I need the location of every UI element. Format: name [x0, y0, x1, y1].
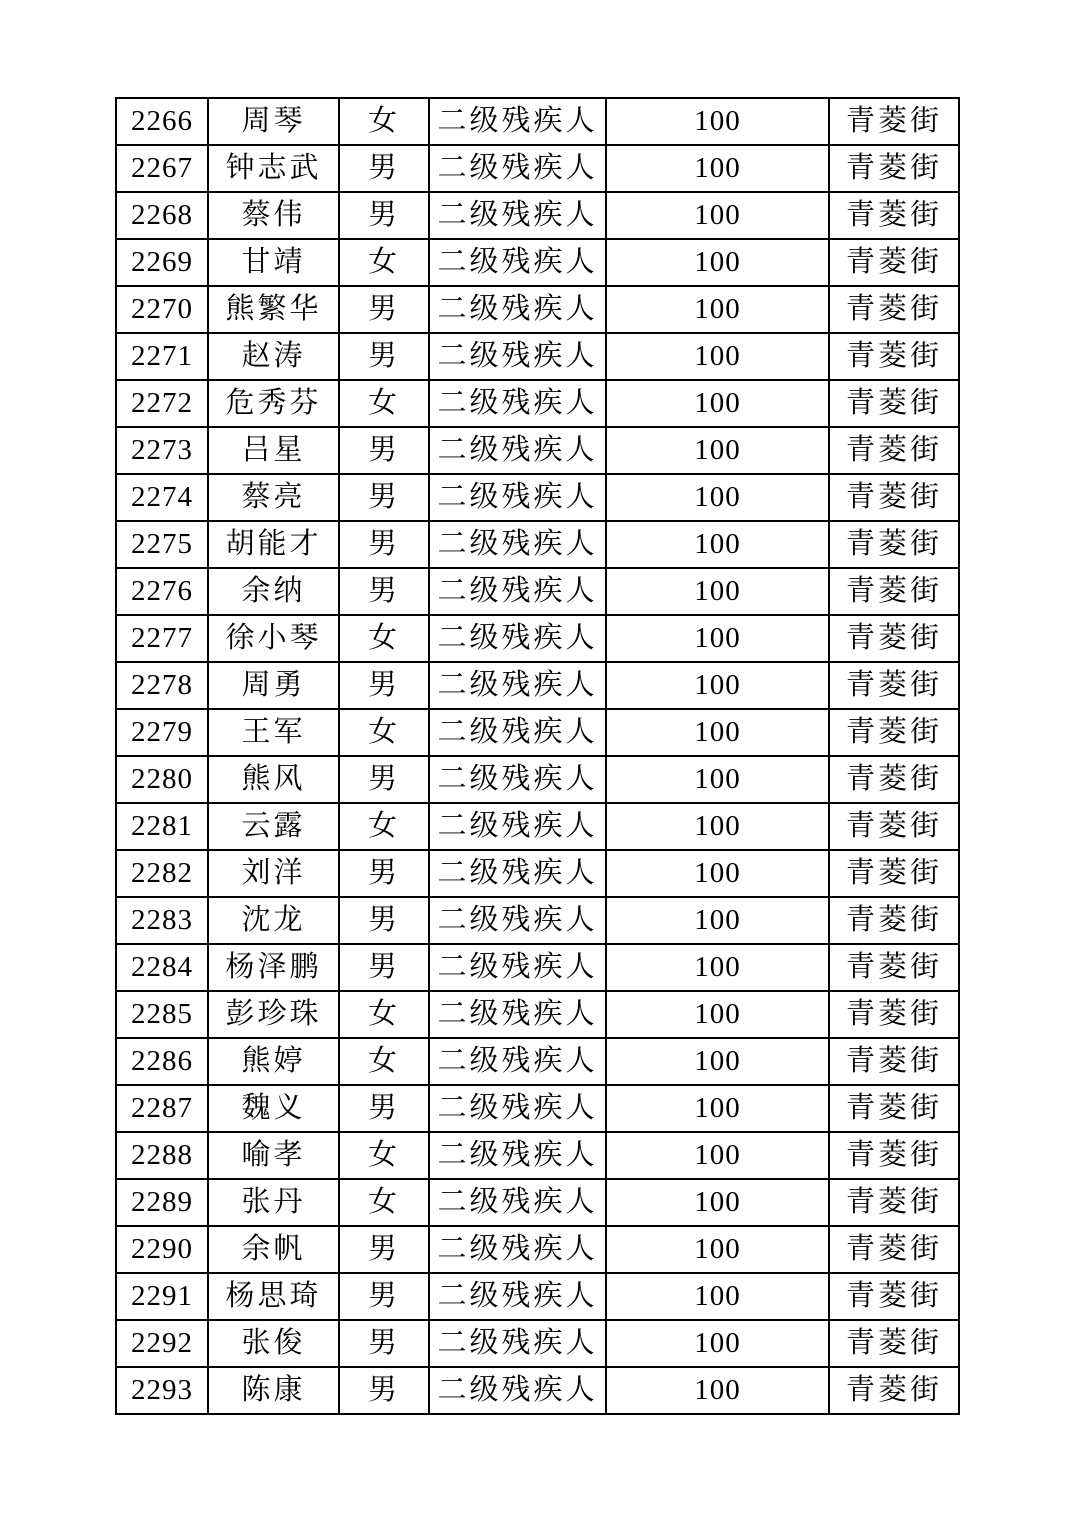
cell-serial-number: 2277 [116, 615, 208, 662]
cell-serial-number: 2282 [116, 850, 208, 897]
cell-name: 周勇 [208, 662, 339, 709]
cell-name: 沈龙 [208, 897, 339, 944]
cell-category: 二级残疾人 [429, 615, 606, 662]
cell-category: 二级残疾人 [429, 239, 606, 286]
cell-street: 青菱街 [829, 944, 959, 991]
cell-gender: 男 [339, 1226, 429, 1273]
cell-name: 蔡伟 [208, 192, 339, 239]
cell-street: 青菱街 [829, 1038, 959, 1085]
cell-name: 熊繁华 [208, 286, 339, 333]
cell-street: 青菱街 [829, 615, 959, 662]
cell-gender: 男 [339, 1367, 429, 1414]
cell-street: 青菱街 [829, 1179, 959, 1226]
cell-street: 青菱街 [829, 521, 959, 568]
cell-gender: 女 [339, 1038, 429, 1085]
cell-serial-number: 2273 [116, 427, 208, 474]
cell-street: 青菱街 [829, 897, 959, 944]
cell-amount: 100 [606, 1367, 829, 1414]
cell-gender: 女 [339, 1132, 429, 1179]
cell-street: 青菱街 [829, 803, 959, 850]
cell-street: 青菱街 [829, 427, 959, 474]
table-row [116, 1226, 959, 1273]
cell-name: 钟志武 [208, 145, 339, 192]
cell-category: 二级残疾人 [429, 1226, 606, 1273]
cell-serial-number: 2284 [116, 944, 208, 991]
cell-street: 青菱街 [829, 1273, 959, 1320]
table-row [116, 897, 959, 944]
table-row [116, 1179, 959, 1226]
cell-street: 青菱街 [829, 333, 959, 380]
cell-category: 二级残疾人 [429, 991, 606, 1038]
cell-street: 青菱街 [829, 1226, 959, 1273]
cell-serial-number: 2269 [116, 239, 208, 286]
cell-name: 甘靖 [208, 239, 339, 286]
cell-gender: 男 [339, 897, 429, 944]
cell-name: 胡能才 [208, 521, 339, 568]
cell-category: 二级残疾人 [429, 944, 606, 991]
cell-name: 蔡亮 [208, 474, 339, 521]
cell-name: 徐小琴 [208, 615, 339, 662]
cell-name: 魏义 [208, 1085, 339, 1132]
cell-amount: 100 [606, 286, 829, 333]
subsidy-roster-table [115, 97, 960, 1415]
cell-street: 青菱街 [829, 98, 959, 145]
cell-amount: 100 [606, 98, 829, 145]
cell-category: 二级残疾人 [429, 1085, 606, 1132]
cell-serial-number: 2290 [116, 1226, 208, 1273]
cell-gender: 女 [339, 803, 429, 850]
cell-name: 云露 [208, 803, 339, 850]
cell-serial-number: 2266 [116, 98, 208, 145]
cell-name: 吕星 [208, 427, 339, 474]
cell-category: 二级残疾人 [429, 897, 606, 944]
table-row [116, 1273, 959, 1320]
cell-category: 二级残疾人 [429, 286, 606, 333]
cell-street: 青菱街 [829, 568, 959, 615]
cell-name: 杨泽鹏 [208, 944, 339, 991]
table-row [116, 521, 959, 568]
cell-gender: 女 [339, 615, 429, 662]
cell-name: 刘洋 [208, 850, 339, 897]
cell-serial-number: 2268 [116, 192, 208, 239]
cell-street: 青菱街 [829, 239, 959, 286]
cell-serial-number: 2288 [116, 1132, 208, 1179]
table-row [116, 333, 959, 380]
cell-amount: 100 [606, 1320, 829, 1367]
cell-amount: 100 [606, 850, 829, 897]
cell-amount: 100 [606, 380, 829, 427]
cell-gender: 女 [339, 98, 429, 145]
cell-serial-number: 2279 [116, 709, 208, 756]
cell-category: 二级残疾人 [429, 1273, 606, 1320]
cell-serial-number: 2272 [116, 380, 208, 427]
cell-amount: 100 [606, 427, 829, 474]
cell-amount: 100 [606, 897, 829, 944]
cell-gender: 男 [339, 474, 429, 521]
table-row [116, 709, 959, 756]
table-row [116, 662, 959, 709]
cell-serial-number: 2271 [116, 333, 208, 380]
table-row [116, 1320, 959, 1367]
cell-gender: 女 [339, 991, 429, 1038]
cell-category: 二级残疾人 [429, 1320, 606, 1367]
cell-category: 二级残疾人 [429, 427, 606, 474]
roster-body [116, 98, 959, 1414]
cell-amount: 100 [606, 1085, 829, 1132]
cell-amount: 100 [606, 944, 829, 991]
cell-serial-number: 2291 [116, 1273, 208, 1320]
cell-name: 熊风 [208, 756, 339, 803]
cell-gender: 男 [339, 568, 429, 615]
cell-gender: 男 [339, 850, 429, 897]
table-row [116, 850, 959, 897]
cell-serial-number: 2283 [116, 897, 208, 944]
cell-gender: 男 [339, 756, 429, 803]
cell-amount: 100 [606, 474, 829, 521]
cell-category: 二级残疾人 [429, 1038, 606, 1085]
cell-gender: 男 [339, 1273, 429, 1320]
cell-street: 青菱街 [829, 1132, 959, 1179]
table-row [116, 98, 959, 145]
cell-category: 二级残疾人 [429, 333, 606, 380]
cell-street: 青菱街 [829, 991, 959, 1038]
table-row [116, 474, 959, 521]
cell-gender: 女 [339, 380, 429, 427]
cell-category: 二级残疾人 [429, 568, 606, 615]
cell-gender: 女 [339, 709, 429, 756]
cell-gender: 男 [339, 192, 429, 239]
cell-category: 二级残疾人 [429, 709, 606, 756]
cell-serial-number: 2274 [116, 474, 208, 521]
cell-gender: 男 [339, 286, 429, 333]
table-row [116, 803, 959, 850]
cell-gender: 女 [339, 1179, 429, 1226]
cell-amount: 100 [606, 1273, 829, 1320]
cell-category: 二级残疾人 [429, 145, 606, 192]
cell-serial-number: 2287 [116, 1085, 208, 1132]
cell-amount: 100 [606, 756, 829, 803]
cell-name: 杨思琦 [208, 1273, 339, 1320]
cell-amount: 100 [606, 333, 829, 380]
cell-street: 青菱街 [829, 286, 959, 333]
table-row [116, 380, 959, 427]
cell-street: 青菱街 [829, 380, 959, 427]
cell-street: 青菱街 [829, 709, 959, 756]
table-row [116, 239, 959, 286]
cell-serial-number: 2276 [116, 568, 208, 615]
cell-street: 青菱街 [829, 662, 959, 709]
cell-serial-number: 2267 [116, 145, 208, 192]
cell-category: 二级残疾人 [429, 756, 606, 803]
cell-amount: 100 [606, 991, 829, 1038]
cell-category: 二级残疾人 [429, 98, 606, 145]
cell-street: 青菱街 [829, 192, 959, 239]
cell-serial-number: 2275 [116, 521, 208, 568]
cell-serial-number: 2280 [116, 756, 208, 803]
cell-amount: 100 [606, 803, 829, 850]
cell-name: 王军 [208, 709, 339, 756]
cell-gender: 男 [339, 521, 429, 568]
table-row [116, 1132, 959, 1179]
table-row [116, 568, 959, 615]
table-row [116, 192, 959, 239]
cell-category: 二级残疾人 [429, 521, 606, 568]
cell-category: 二级残疾人 [429, 192, 606, 239]
cell-name: 彭珍珠 [208, 991, 339, 1038]
cell-category: 二级残疾人 [429, 1367, 606, 1414]
cell-gender: 女 [339, 239, 429, 286]
cell-gender: 男 [339, 1085, 429, 1132]
table-row [116, 286, 959, 333]
cell-serial-number: 2270 [116, 286, 208, 333]
cell-name: 周琴 [208, 98, 339, 145]
cell-category: 二级残疾人 [429, 850, 606, 897]
cell-name: 张俊 [208, 1320, 339, 1367]
table-row [116, 756, 959, 803]
cell-amount: 100 [606, 615, 829, 662]
cell-category: 二级残疾人 [429, 1179, 606, 1226]
cell-amount: 100 [606, 1038, 829, 1085]
cell-street: 青菱街 [829, 1085, 959, 1132]
table-row [116, 1367, 959, 1414]
cell-category: 二级残疾人 [429, 380, 606, 427]
table-row [116, 1085, 959, 1132]
cell-category: 二级残疾人 [429, 474, 606, 521]
cell-amount: 100 [606, 145, 829, 192]
cell-serial-number: 2289 [116, 1179, 208, 1226]
cell-amount: 100 [606, 1179, 829, 1226]
cell-name: 陈康 [208, 1367, 339, 1414]
cell-category: 二级残疾人 [429, 1132, 606, 1179]
cell-serial-number: 2278 [116, 662, 208, 709]
cell-serial-number: 2285 [116, 991, 208, 1038]
cell-name: 喻孝 [208, 1132, 339, 1179]
table-row [116, 944, 959, 991]
cell-serial-number: 2281 [116, 803, 208, 850]
cell-amount: 100 [606, 662, 829, 709]
cell-amount: 100 [606, 568, 829, 615]
cell-name: 余纳 [208, 568, 339, 615]
cell-amount: 100 [606, 239, 829, 286]
cell-amount: 100 [606, 521, 829, 568]
cell-street: 青菱街 [829, 850, 959, 897]
cell-category: 二级残疾人 [429, 662, 606, 709]
cell-street: 青菱街 [829, 145, 959, 192]
cell-category: 二级残疾人 [429, 803, 606, 850]
cell-name: 危秀芬 [208, 380, 339, 427]
cell-amount: 100 [606, 1226, 829, 1273]
cell-amount: 100 [606, 1132, 829, 1179]
cell-serial-number: 2286 [116, 1038, 208, 1085]
cell-gender: 男 [339, 145, 429, 192]
cell-gender: 男 [339, 427, 429, 474]
table-row [116, 1038, 959, 1085]
cell-serial-number: 2292 [116, 1320, 208, 1367]
cell-gender: 男 [339, 944, 429, 991]
cell-street: 青菱街 [829, 1320, 959, 1367]
cell-street: 青菱街 [829, 1367, 959, 1414]
table-row [116, 145, 959, 192]
cell-street: 青菱街 [829, 474, 959, 521]
cell-gender: 男 [339, 333, 429, 380]
cell-amount: 100 [606, 709, 829, 756]
table-row [116, 991, 959, 1038]
cell-gender: 男 [339, 662, 429, 709]
cell-name: 熊婷 [208, 1038, 339, 1085]
cell-gender: 男 [339, 1320, 429, 1367]
cell-serial-number: 2293 [116, 1367, 208, 1414]
cell-street: 青菱街 [829, 756, 959, 803]
cell-name: 余帆 [208, 1226, 339, 1273]
table-row [116, 427, 959, 474]
table-row [116, 615, 959, 662]
cell-amount: 100 [606, 192, 829, 239]
cell-name: 张丹 [208, 1179, 339, 1226]
cell-name: 赵涛 [208, 333, 339, 380]
